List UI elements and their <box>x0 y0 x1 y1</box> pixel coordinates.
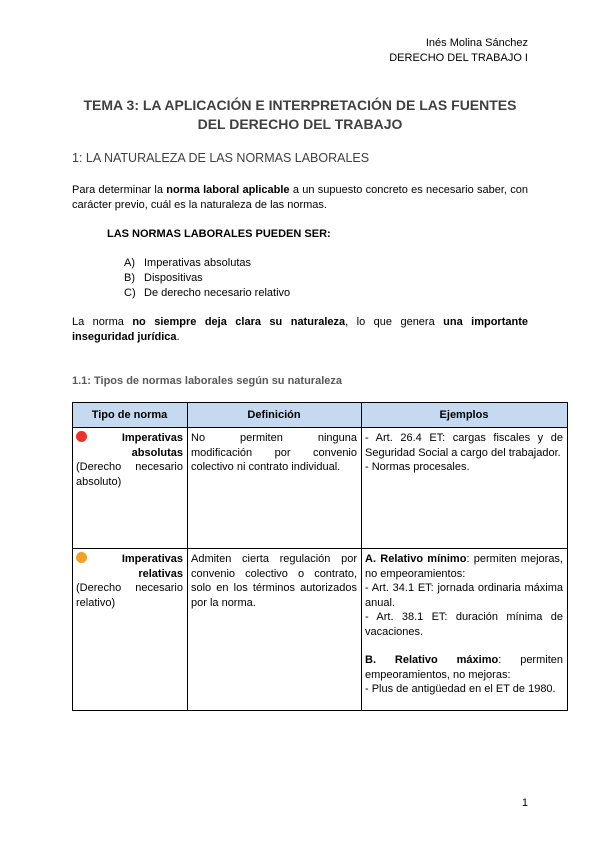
type-subtitle: (Derecho necesario absoluto) <box>76 461 183 488</box>
page-number: 1 <box>521 797 528 809</box>
spacer <box>365 639 563 653</box>
list-marker: C) <box>124 287 136 299</box>
examples-cell <box>362 428 568 549</box>
header-ejemplos: Ejemplos <box>362 403 568 428</box>
orange-circle-icon <box>76 552 87 563</box>
bold-run: no siempre deja clara su naturaleza <box>132 316 346 328</box>
section-heading: 1: LA NATURALEZA DE LAS NORMAS LABORALES <box>72 151 370 165</box>
norm-types-table <box>72 402 568 711</box>
type-title: Imperativas absolutas <box>121 432 183 459</box>
definition-cell: No permiten ninguna modificación por convenio colectivo ni contrato individual. <box>188 428 362 549</box>
example-line: - Normas procesales. <box>365 461 470 473</box>
examples-cell <box>362 549 568 711</box>
example-group-b <box>365 653 563 682</box>
list-item <box>124 286 290 301</box>
text-run: . <box>176 331 180 343</box>
example-line: - Art. 26.4 ET: cargas fiscales y de Seguridad Social a cargo del trabajador. <box>365 432 563 459</box>
text-run: , lo que genera <box>345 316 444 328</box>
list-heading: LAS NORMAS LABORALES PUEDEN SER: <box>107 228 331 240</box>
example-group-a <box>365 552 563 581</box>
table-row <box>73 549 568 711</box>
group-text: : permiten empeoramientos, no mejoras: <box>365 654 563 681</box>
list-item <box>124 271 290 286</box>
list-item-text: De derecho necesario relativo <box>144 287 291 299</box>
type-cell <box>73 428 188 549</box>
definition-cell: Admiten cierta regulación por convenio colectivo o contrato, solo en los términos autorizados por la norma. <box>188 549 362 711</box>
example-line: - Plus de antigüedad en el ET de 1980. <box>365 683 556 695</box>
bold-run: norma laboral aplicable <box>166 184 290 196</box>
list-item-text: Dispositivas <box>144 272 203 284</box>
list-marker: B) <box>124 272 135 284</box>
text-run: Para determinar la <box>72 184 167 196</box>
uncertainty-paragraph <box>72 315 528 345</box>
type-title: Imperativas relativas <box>121 553 183 580</box>
page-header <box>389 36 528 66</box>
bold-run: una importante inseguridad jurídica <box>72 316 528 343</box>
red-circle-icon <box>76 431 87 442</box>
list-marker: A) <box>124 257 135 269</box>
intro-paragraph <box>72 183 528 213</box>
title-line-2: DEL DERECHO DEL TRABAJO <box>197 116 403 132</box>
course-name: DERECHO DEL TRABAJO I <box>389 52 528 64</box>
type-subtitle: (Derecho necesario relativo) <box>76 582 183 609</box>
subsection-heading: 1.1: Tipos de normas laborales según su naturaleza <box>72 375 342 387</box>
example-line: - Art. 38.1 ET: duración mínima de vacaciones. <box>365 611 563 638</box>
list-item-text: Imperativas absolutas <box>144 257 251 269</box>
example-line: - Art. 34.1 ET: jornada ordinaria máxima anual. <box>365 582 563 609</box>
list-item <box>124 256 290 271</box>
table-header-row <box>73 403 568 428</box>
group-label: B. Relativo máximo <box>365 654 499 666</box>
norm-types-list <box>124 256 290 301</box>
document-title <box>72 96 528 134</box>
table-row <box>73 428 568 549</box>
text-run: a un supuesto concreto es necesario saber, con carácter previo, cuál es la naturaleza de las normas. <box>72 184 528 211</box>
header-tipo: Tipo de norma <box>73 403 188 428</box>
header-definicion: Definición <box>188 403 362 428</box>
text-run: La norma <box>72 316 133 328</box>
type-cell <box>73 549 188 711</box>
group-text: : permiten mejoras, no empeoramientos: <box>365 553 563 580</box>
title-line-1: TEMA 3: LA APLICACIÓN E INTERPRETACIÓN DE LAS FUENTES <box>83 97 517 113</box>
type-title-line <box>76 431 183 460</box>
type-title-line <box>76 552 183 581</box>
author-name: Inés Molina Sánchez <box>425 37 528 49</box>
group-label: A. Relativo mínimo <box>365 553 467 565</box>
